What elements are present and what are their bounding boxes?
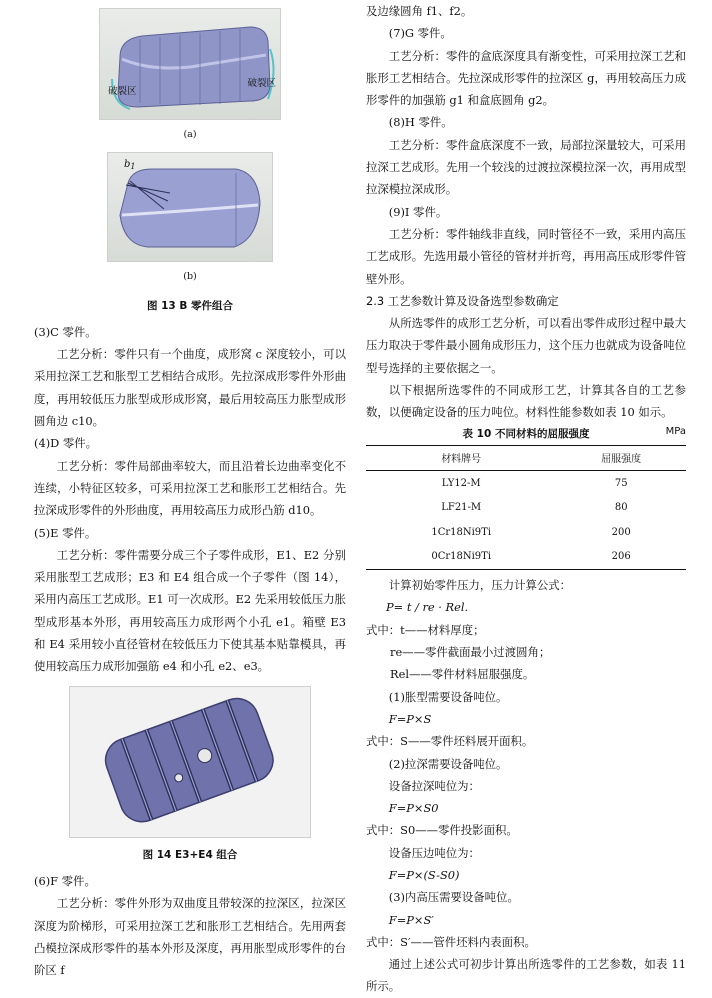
cell-material: LF21-M: [441, 502, 482, 514]
section-g-heading: (7)G 零件。: [388, 26, 452, 41]
table-10: [366, 445, 686, 571]
section-c-heading: (3)C 零件。: [34, 324, 97, 339]
part-b-open-image: [100, 9, 280, 119]
crack-zone-label-right: 破裂区: [247, 78, 276, 89]
figure-13a: [99, 8, 281, 120]
closing-paragraph: 通过上述公式可初步计算出所选零件的工艺参数，如表 11 所示。: [366, 957, 686, 994]
table-10-title: 表 10 不同材料的屈服强度: [462, 427, 590, 440]
section-d-text: 工艺分析：零件局部曲率较大，而且沿着长边曲率变化不连续，小特征区较多，可采用拉深工艺和胀形工艺相结合。先拉深成形零件的外形曲度，再用较高压力成形凸筋 d10。: [34, 458, 346, 518]
cell-material: 1Cr18Ni9Ti: [431, 526, 492, 538]
section-2-3-heading: 2.3 工艺参数计算及设备选型参数确定: [366, 293, 559, 308]
figure-14-caption: 图 14 E3+E4 组合: [142, 848, 238, 861]
crack-zone-label-left: 破裂区: [108, 86, 137, 97]
cell-yield: 206: [611, 551, 631, 563]
table-row: [366, 496, 686, 521]
figure-13b-label: (b): [183, 271, 197, 283]
table-row: [366, 520, 686, 545]
header-yield: 屈服强度: [601, 454, 642, 466]
section-h-text: 工艺分析：零件盒底深度不一致，局部拉深量较大，可采用拉深工艺成形。先用一个较浅的过渡拉深模拉深一次，再用成型拉深模拉深成形。: [366, 137, 686, 197]
table-10-title-row: [366, 426, 686, 441]
where-s: 式中：S——零件坯料展开面积。: [366, 734, 534, 749]
table-10-unit: MPa: [665, 425, 686, 437]
section-e-text: 工艺分析：零件需要分成三个子零件成形，E1、E2 分别采用胀型工艺成形；E3 和 E4 组合成一个子零件（图 14），采用内高压工艺成形。E1 可一次成形。E2 先采用较低压力胀型成形基本外形，再用较高压力成形两个小孔 e1。箱壁 E3 和 E4 采用较小直径管材在较低压力下使其基本贴靠模具，再使用较高压力成形加强筋 e4 和小孔 e2、e3。: [34, 547, 346, 674]
figure-13b: [107, 152, 273, 262]
step-2a: 设备拉深吨位为：: [388, 778, 480, 793]
where-re: re——零件截面最小过渡圆角；: [390, 645, 551, 660]
figure-13a-label: (a): [183, 129, 197, 140]
section-g-text: 工艺分析：零件的盒底深度具有渐变性，可采用拉深工艺和胀形工艺相结合。先拉深成形零件的拉深区 g，再用较高压力成形零件的加强筋 g1 和盒底圆角 g2。: [366, 48, 686, 108]
where-s-prime: 式中：S′——管件坯料内表面积。: [366, 934, 536, 949]
section-f-heading: (6)F 零件。: [34, 873, 96, 888]
figure-13-caption: 图 13 B 零件组合: [146, 299, 234, 312]
where-t: 式中：t——材料厚度；: [366, 622, 485, 637]
cell-material: LY12-M: [441, 477, 481, 489]
step-2: (2)拉深需要设备吨位。: [388, 756, 508, 771]
table-row: [366, 471, 686, 496]
equation-4: F=P×(S-S0): [388, 868, 460, 882]
equation-5: F=P×S′: [388, 912, 434, 927]
step-2b: 设备压边吨位为：: [388, 845, 480, 860]
paragraph-material-params: 以下根据所选零件的不同成形工艺，计算其各自的工艺参数，以便确定设备的压力吨位。材料性能参数如表 10 如示。: [366, 383, 686, 420]
e3-e4-combination-image: [70, 687, 310, 837]
section-i-text: 工艺分析：零件轴线非直线，同时管径不一致，采用内高压工艺成形。先选用最小管径的管材并折弯，再用高压成形零件管壁外形。: [366, 226, 686, 286]
section-f-continued: 及边缘圆角 f1、f2。: [366, 4, 473, 18]
where-rel: Rel——零件材料屈服强度。: [390, 667, 535, 682]
section-e-heading: (5)E 零件。: [34, 525, 97, 540]
equation-2: F=P×S: [388, 711, 432, 726]
equation-1: P= t / re · Rel.: [386, 600, 469, 615]
cell-material: 0Cr18Ni9Ti: [431, 551, 492, 563]
cell-yield: 200: [611, 526, 631, 538]
b1-label: $b_1$: [124, 159, 136, 172]
section-f-text: 工艺分析：零件外形为双曲度且带较深的拉深区，拉深区深度为阶梯形，可采用拉深工艺和胀形工艺相结合。先用两套凸模拉深成形零件的基本外形及深度，再用胀型成形零件的台阶区 f: [34, 896, 346, 978]
formula-intro: 计算初始零件压力，压力计算公式：: [388, 578, 572, 593]
left-column: [34, 0, 346, 981]
figure-14: [69, 686, 311, 838]
section-c-text: 工艺分析：零件只有一个曲度，成形窝 c 深度较小，可以采用拉深工艺和胀型工艺相结合成形。先拉深成形零件外形曲度，再用较低压力胀型成形成形窝，最后用较高压力胀型成形圆角边 c10。: [34, 347, 346, 429]
equation-3: F=P×S0: [388, 801, 439, 816]
section-d-heading: (4)D 零件。: [34, 436, 98, 451]
step-1: (1)胀型需要设备吨位。: [388, 689, 508, 704]
where-s0: 式中：S0——零件投影面积。: [366, 823, 518, 838]
table-header-row: [366, 445, 686, 471]
section-i-heading: (9)I 零件。: [388, 204, 448, 219]
step-3: (3)内高压需要设备吨位。: [388, 890, 519, 905]
cell-yield: 75: [614, 477, 628, 489]
section-h-heading: (8)H 零件。: [388, 115, 453, 130]
paragraph-max-pressure: 从所选零件的成形工艺分析，可以看出零件成形过程中最大压力取决于零件最小圆角成形压力，这个压力也就成为设备吨位型号选择的主要依据之一。: [366, 316, 686, 375]
right-column: [366, 0, 686, 998]
table-row: [366, 545, 686, 570]
header-material: 材料牌号: [441, 454, 482, 466]
cell-yield: 80: [614, 502, 628, 514]
